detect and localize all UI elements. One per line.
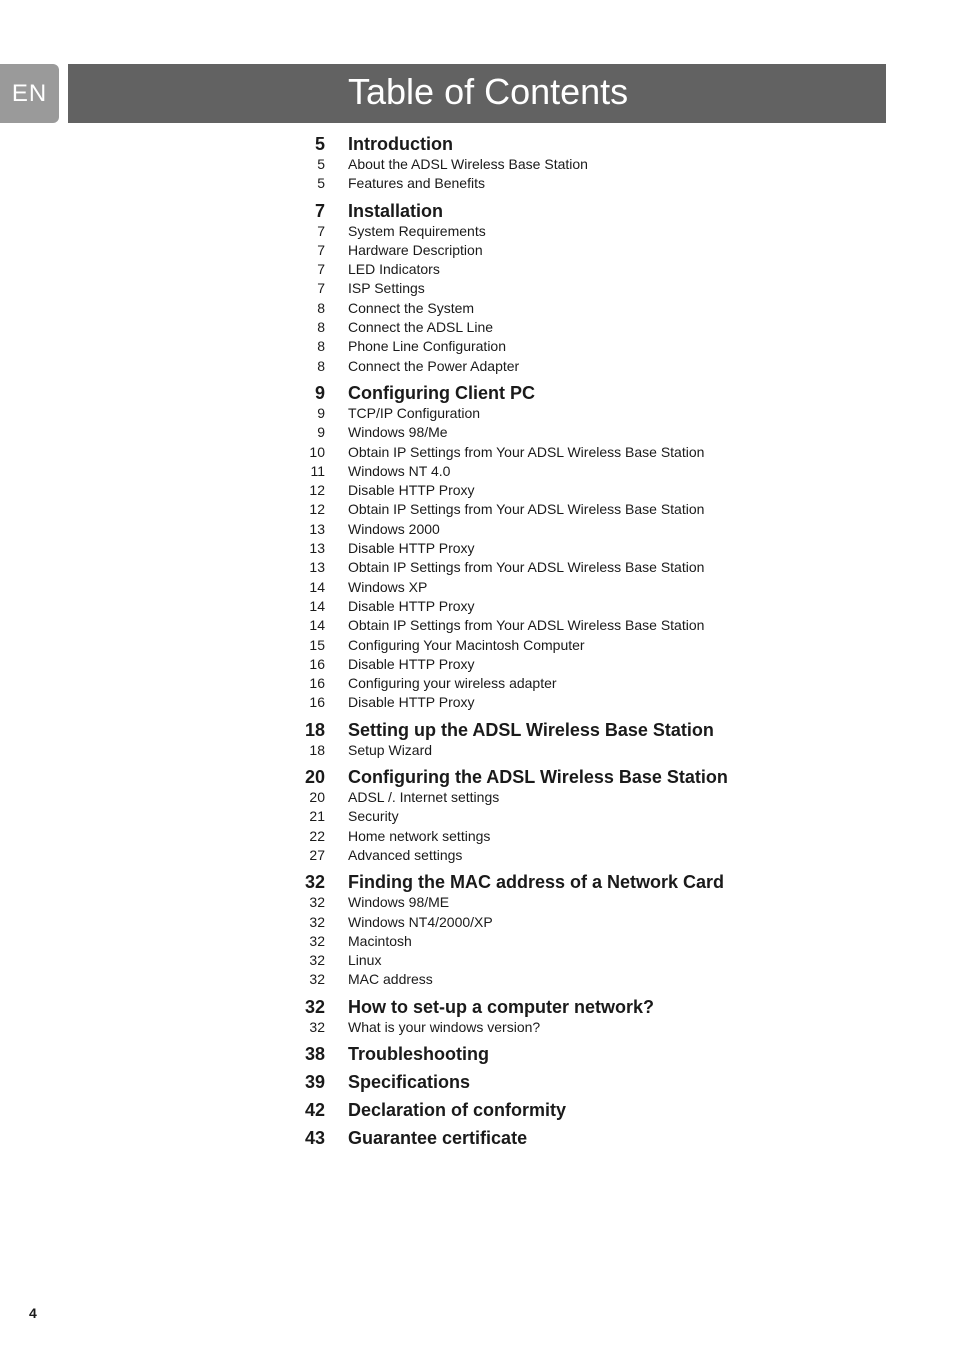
toc-entry[interactable] — [0, 260, 954, 279]
toc-section — [0, 1099, 954, 1121]
entry-page-number: 14 — [309, 597, 325, 614]
entry-page-number: 13 — [309, 520, 325, 537]
entry-page-number: 22 — [309, 827, 325, 844]
entry-page-number: 13 — [309, 540, 325, 557]
table-of-contents — [0, 133, 954, 1155]
entry-page-number: 21 — [309, 808, 325, 825]
entry-page-number: 7 — [317, 280, 325, 297]
entry-title: ISP Settings — [348, 280, 425, 297]
toc-entry[interactable] — [0, 636, 954, 655]
entry-page-number: 9 — [317, 424, 325, 441]
entry-title: Windows 2000 — [348, 520, 440, 537]
toc-section — [0, 719, 954, 760]
entry-page-number: 8 — [317, 338, 325, 355]
section-page-number: 18 — [304, 719, 325, 740]
entry-title: Windows NT 4.0 — [348, 462, 451, 479]
entry-page-number: 7 — [317, 261, 325, 278]
entry-title: What is your windows version? — [348, 1018, 541, 1035]
section-page-number: 9 — [314, 382, 325, 403]
entry-page-number: 9 — [317, 404, 325, 421]
entry-page-number: 14 — [309, 578, 325, 595]
entry-page-number: 15 — [309, 636, 325, 653]
toc-section-heading[interactable] — [0, 766, 954, 788]
toc-entry[interactable] — [0, 893, 954, 912]
entry-title: Disable HTTP Proxy — [348, 655, 475, 672]
toc-entry[interactable] — [0, 443, 954, 462]
entry-page-number: 13 — [309, 559, 325, 576]
toc-entry[interactable] — [0, 174, 954, 193]
entry-page-number: 32 — [309, 913, 325, 930]
toc-section-heading[interactable] — [0, 1099, 954, 1121]
toc-entry[interactable] — [0, 337, 954, 356]
entry-title: Security — [348, 808, 399, 825]
entry-title: Connect the System — [348, 299, 475, 316]
toc-entry[interactable] — [0, 481, 954, 500]
entry-page-number: 8 — [317, 357, 325, 374]
section-title: Specifications — [348, 1071, 471, 1092]
section-title: Configuring Client PC — [348, 382, 535, 403]
toc-entry[interactable] — [0, 932, 954, 951]
entry-title: Configuring your wireless adapter — [348, 675, 557, 692]
entry-title: Windows 98/ME — [348, 894, 450, 911]
section-page-number: 42 — [304, 1099, 325, 1120]
entry-page-number: 16 — [309, 694, 325, 711]
title-bar — [68, 64, 886, 123]
entry-title: Advanced settings — [348, 846, 463, 863]
entry-title: Phone Line Configuration — [348, 338, 507, 355]
entry-title: Disable HTTP Proxy — [348, 482, 475, 499]
toc-entry[interactable] — [0, 913, 954, 932]
entry-page-number: 7 — [317, 241, 325, 258]
toc-entry[interactable] — [0, 674, 954, 693]
toc-entry[interactable] — [0, 616, 954, 635]
entry-page-number: 27 — [309, 846, 325, 863]
entry-title: Obtain IP Settings from Your ADSL Wireless Base Station — [348, 443, 705, 460]
section-title: How to set-up a computer network? — [348, 996, 655, 1017]
toc-entry[interactable] — [0, 279, 954, 298]
page-title: Table of Contents — [348, 71, 629, 112]
entry-page-number: 16 — [309, 675, 325, 692]
entry-title: Linux — [348, 952, 382, 969]
entry-title: MAC address — [348, 971, 433, 988]
toc-section — [0, 1043, 954, 1065]
entry-page-number: 5 — [317, 156, 325, 172]
toc-section-heading[interactable] — [0, 1127, 954, 1149]
toc-entry[interactable] — [0, 807, 954, 826]
entry-page-number: 16 — [309, 655, 325, 672]
toc-section — [0, 200, 954, 376]
toc-entry[interactable] — [0, 357, 954, 376]
toc-entry[interactable] — [0, 827, 954, 846]
entry-title: LED Indicators — [348, 261, 440, 278]
toc-entry[interactable] — [0, 970, 954, 989]
language-tab: EN — [0, 64, 59, 123]
toc-entry[interactable] — [0, 299, 954, 318]
entry-title: Windows XP — [348, 578, 428, 595]
entry-page-number: 12 — [309, 501, 325, 518]
entry-page-number: 32 — [309, 952, 325, 969]
section-page-number: 7 — [314, 200, 325, 221]
entry-title: Hardware Description — [348, 241, 483, 258]
toc-entry[interactable] — [0, 520, 954, 539]
entry-title: Obtain IP Settings from Your ADSL Wireless Base Station — [348, 559, 705, 576]
entry-page-number: 7 — [317, 222, 325, 239]
toc-entry[interactable] — [0, 655, 954, 674]
toc-entry[interactable] — [0, 578, 954, 597]
toc-section-heading[interactable] — [0, 1071, 954, 1093]
section-title: Setting up the ADSL Wireless Base Station — [348, 719, 714, 740]
entry-page-number: 18 — [309, 741, 325, 758]
section-title: Introduction — [348, 134, 453, 154]
entry-title: ADSL /. Internet settings — [348, 789, 500, 806]
toc-entry[interactable] — [0, 558, 954, 577]
entry-title: Disable HTTP Proxy — [348, 540, 475, 557]
entry-title: Home network settings — [348, 827, 491, 844]
entry-title: Macintosh — [348, 932, 412, 949]
toc-section — [0, 871, 954, 989]
entry-page-number: 32 — [309, 894, 325, 911]
toc-section — [0, 1127, 954, 1149]
entry-page-number: 10 — [309, 443, 325, 460]
toc-entry[interactable] — [0, 788, 954, 807]
entry-page-number: 8 — [317, 299, 325, 316]
section-title: Installation — [348, 200, 444, 221]
toc-section — [0, 133, 954, 194]
entry-page-number: 20 — [309, 789, 325, 806]
entry-page-number: 32 — [309, 971, 325, 988]
entry-title: TCP/IP Configuration — [348, 404, 481, 421]
entry-title: Disable HTTP Proxy — [348, 694, 475, 711]
entry-title: Obtain IP Settings from Your ADSL Wireless Base Station — [348, 617, 705, 634]
toc-section-heading[interactable] — [0, 996, 954, 1018]
toc-entry[interactable] — [0, 404, 954, 423]
section-page-number: 38 — [304, 1043, 325, 1064]
toc-entry[interactable] — [0, 241, 954, 260]
entry-title: Features and Benefits — [348, 175, 485, 192]
toc-section — [0, 766, 954, 865]
page-number: 4 — [29, 1305, 37, 1321]
toc-entry[interactable] — [0, 1018, 954, 1037]
toc-entry[interactable] — [0, 222, 954, 241]
section-page-number: 39 — [304, 1071, 325, 1092]
section-title: Troubleshooting — [348, 1043, 489, 1064]
entry-page-number: 5 — [317, 175, 325, 192]
toc-section — [0, 996, 954, 1037]
entry-title: Windows NT4/2000/XP — [348, 913, 493, 930]
section-page-number: 43 — [304, 1127, 325, 1148]
section-page-number: 5 — [314, 134, 325, 154]
toc-entry[interactable] — [0, 741, 954, 760]
section-title: Finding the MAC address of a Network Card — [348, 872, 725, 893]
entry-page-number: 8 — [317, 319, 325, 336]
toc-section-heading[interactable] — [0, 1043, 954, 1065]
section-page-number: 20 — [304, 767, 325, 788]
entry-title: About the ADSL Wireless Base Station — [348, 156, 588, 172]
section-title: Guarantee certificate — [348, 1127, 528, 1148]
entry-page-number: 32 — [309, 1018, 325, 1035]
toc-entry[interactable] — [0, 951, 954, 970]
toc-section-heading[interactable] — [0, 719, 954, 741]
entry-page-number: 12 — [309, 482, 325, 499]
entry-title: Setup Wizard — [348, 741, 433, 758]
toc-entry[interactable] — [0, 318, 954, 337]
toc-section-heading[interactable] — [0, 382, 954, 404]
entry-title: Obtain IP Settings from Your ADSL Wireless Base Station — [348, 501, 705, 518]
entry-page-number: 11 — [310, 462, 325, 479]
entry-page-number: 32 — [309, 932, 325, 949]
section-title: Declaration of conformity — [348, 1099, 567, 1120]
section-title: Configuring the ADSL Wireless Base Station — [348, 767, 728, 788]
toc-section-heading[interactable] — [0, 133, 954, 155]
toc-section — [0, 1071, 954, 1093]
toc-section-heading[interactable] — [0, 200, 954, 222]
toc-entry[interactable] — [0, 846, 954, 865]
toc-entry[interactable] — [0, 462, 954, 481]
entry-title: System Requirements — [348, 222, 486, 239]
entry-title: Windows 98/Me — [348, 424, 448, 441]
entry-title: Disable HTTP Proxy — [348, 597, 475, 614]
toc-entry[interactable] — [0, 500, 954, 519]
toc-entry[interactable] — [0, 539, 954, 558]
toc-entry[interactable] — [0, 693, 954, 712]
toc-entry[interactable] — [0, 155, 954, 174]
entry-page-number: 14 — [309, 617, 325, 634]
section-page-number: 32 — [304, 872, 325, 893]
toc-section — [0, 382, 954, 713]
toc-entry[interactable] — [0, 423, 954, 442]
entry-title: Connect the ADSL Line — [348, 319, 494, 336]
section-page-number: 32 — [304, 996, 325, 1017]
entry-title: Connect the Power Adapter — [348, 357, 520, 374]
entry-title: Configuring Your Macintosh Computer — [348, 636, 585, 653]
toc-entry[interactable] — [0, 597, 954, 616]
toc-section-heading[interactable] — [0, 871, 954, 893]
